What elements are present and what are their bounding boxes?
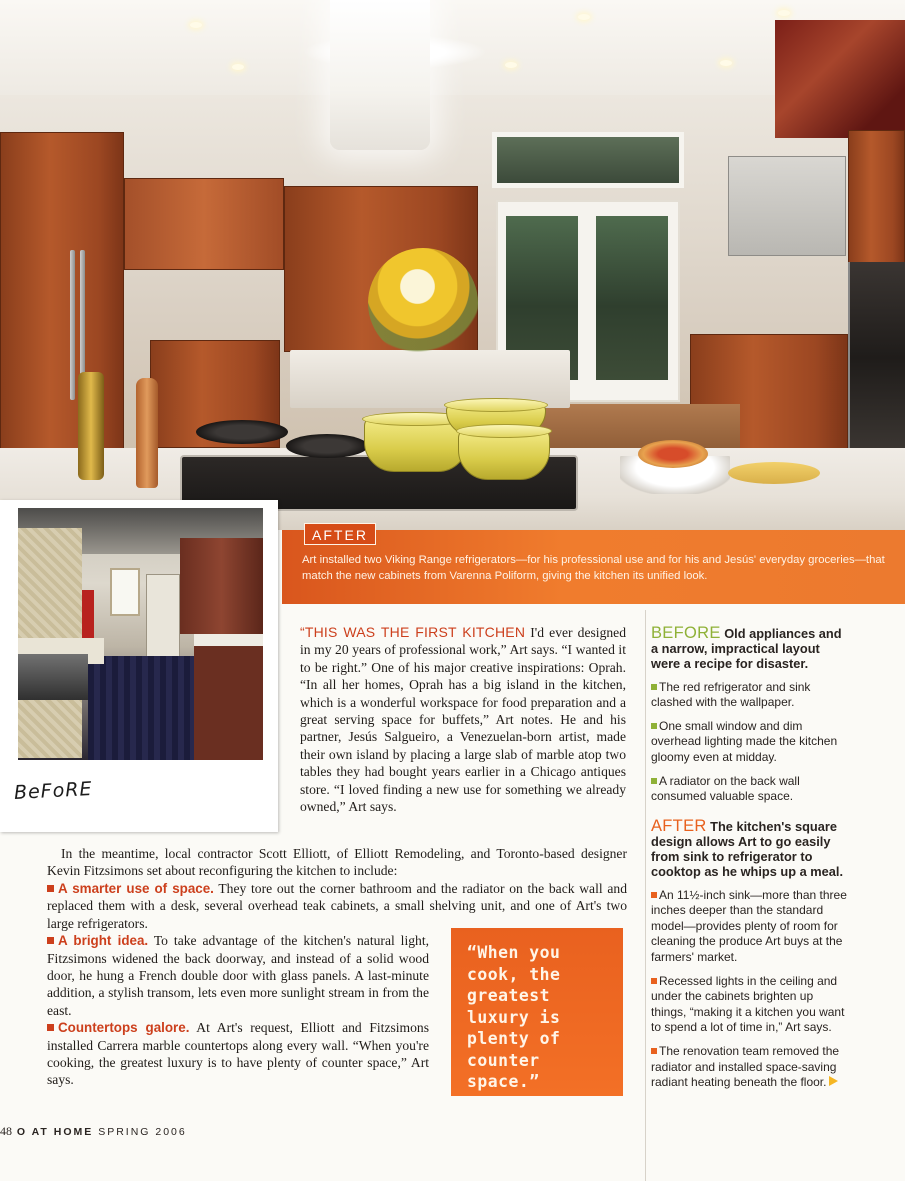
column-divider <box>645 610 646 1181</box>
flower-arrangement <box>368 248 478 358</box>
page-number: 48 <box>0 1124 12 1138</box>
sidebar-after-item: Recessed lights in the ceiling and under the cabinets brighten up things, “making it a kitchen you want to spend a lot of time in,” Art says. <box>651 973 845 1035</box>
recessed-light <box>190 22 202 28</box>
before-after-sidebar <box>651 626 847 1099</box>
skillet <box>286 434 368 458</box>
bullet-square-icon <box>47 937 54 944</box>
hero-kitchen-photo <box>0 0 905 530</box>
after-tag: AFTER <box>304 523 376 545</box>
bullet-square-icon <box>651 723 657 729</box>
magazine-brand: O AT HOME <box>16 1126 94 1138</box>
floor <box>520 404 740 452</box>
pull-quote <box>451 928 623 1096</box>
cutting-board <box>728 462 820 484</box>
recessed-light <box>232 64 244 70</box>
sidebar-before-heading: BEFORE Old appliances and a narrow, impractical layout were a recipe for disaster. <box>651 624 842 672</box>
sidebar-after-item: The renovation team removed the radiator and installed space-saving radiant heating beneath the floor. <box>651 1043 840 1090</box>
wall-artwork <box>775 20 905 138</box>
bullet-square-icon <box>47 885 54 892</box>
before-handwritten-label: BeFoRE <box>13 777 94 805</box>
sidebar-after-heading: AFTER The kitchen's square design allows Art to go easily from sink to refrigerator to cooktop as he whips up a meal. <box>651 816 843 880</box>
chandelier <box>330 0 430 150</box>
old-stove <box>18 654 88 700</box>
bullet-square-icon <box>651 892 657 898</box>
recessed-light <box>778 10 790 16</box>
refrigerator-handle <box>70 250 75 400</box>
steel-cabinets <box>728 156 846 256</box>
back-door <box>146 574 180 664</box>
bullet-square-icon <box>651 778 657 784</box>
paragraph-2: In the meantime, local contractor Scott Elliott, of Elliott Remodeling, and Toronto-based designer Kevin Fitzsimons set about reconfiguring the kitchen to include: <box>47 846 627 879</box>
issue-date: SPRING 2006 <box>98 1126 187 1138</box>
bullet-countertops: Countertops galore. At Art's request, Elliott and Fitzsimons installed Carrera marble countertops along every wall. “When you're cooking, the greatest luxury is to have plenty of counter space,” Art says. <box>47 1020 430 1088</box>
sidebar-after-item: An 11½-inch sink—more than three inches deeper than the standard model—provides plenty of room for cleaning the produce Art buys at the farmers' market. <box>651 887 847 964</box>
recessed-light <box>505 62 517 68</box>
bullet-square-icon <box>651 978 657 984</box>
lead-text: I'd ever designed in my 20 years of professional work,” Art says. “I wanted it to be right.” One of his major creative inspirations: Oprah. “In all her homes, Oprah has a big island in the kitchen, which is a wonderful workspace for food preparation and a great serving space for buffets,” Art notes. He and his partner, Jesús Salgueiro, a Venezuelan-born artist, made their own island by placing a large slab of marble atop two tables they had bought years earlier in a Chicago antiques store. “I loved finding a new use for something we already owned,” Art says. <box>300 625 626 815</box>
article-opening <box>300 624 626 815</box>
pepper-mill <box>136 378 158 488</box>
tile-floor <box>88 656 208 760</box>
old-cabinets <box>180 538 263 634</box>
continue-arrow-icon <box>829 1076 838 1086</box>
bullet-smarter-use: A smarter use of space. They tore out the corner bathroom and the radiator on the back wall and replaced them with a desk, several overhead teak cabinets, a small shelving unit, and one of Art's two large refrigerators. <box>47 881 627 931</box>
bullet-square-icon <box>47 1024 54 1031</box>
overhead-cabinets <box>124 178 284 270</box>
small-window <box>110 568 140 616</box>
pull-quote-text: “When you cook, the greatest luxury is plenty of counter space.” <box>467 943 561 1091</box>
oil-bottle <box>78 372 104 480</box>
bullet-square-icon <box>651 684 657 690</box>
lead-in: “THIS WAS THE FIRST KITCHEN <box>300 624 526 640</box>
oven-cabinet <box>848 130 905 264</box>
after-caption: Art installed two Viking Range refrigerators—for his professional use and for his and Jesús' everyday groceries—that match the new cabinets from Varenna Poliform, giving the kitchen its unified look. <box>302 554 885 582</box>
recessed-light <box>720 60 732 66</box>
sidebar-before-item: The red refrigerator and sink clashed with the wallpaper. <box>651 679 811 710</box>
sidebar-before-item: One small window and dim overhead lighting made the kitchen gloomy even at midday. <box>651 718 838 764</box>
recessed-light <box>578 14 590 20</box>
before-kitchen-photo <box>18 508 263 760</box>
teak-refrigerator <box>0 132 124 450</box>
tart <box>638 440 708 468</box>
bullet-square-icon <box>651 1048 657 1054</box>
transom-window <box>492 132 684 188</box>
page-folio <box>0 1124 187 1139</box>
skillet <box>196 420 288 444</box>
bullet-bright-idea: A bright idea. To take advantage of the kitchen's natural light, Fitzsimons widened the back doorway, and instead of a solid wood door, he hung a French double door with glass panels. A last-minute addition, a stylish transom, lets even more sunlight stream in from the east. <box>47 933 430 1018</box>
sidebar-before-item: A radiator on the back wall consumed valuable space. <box>651 773 800 804</box>
